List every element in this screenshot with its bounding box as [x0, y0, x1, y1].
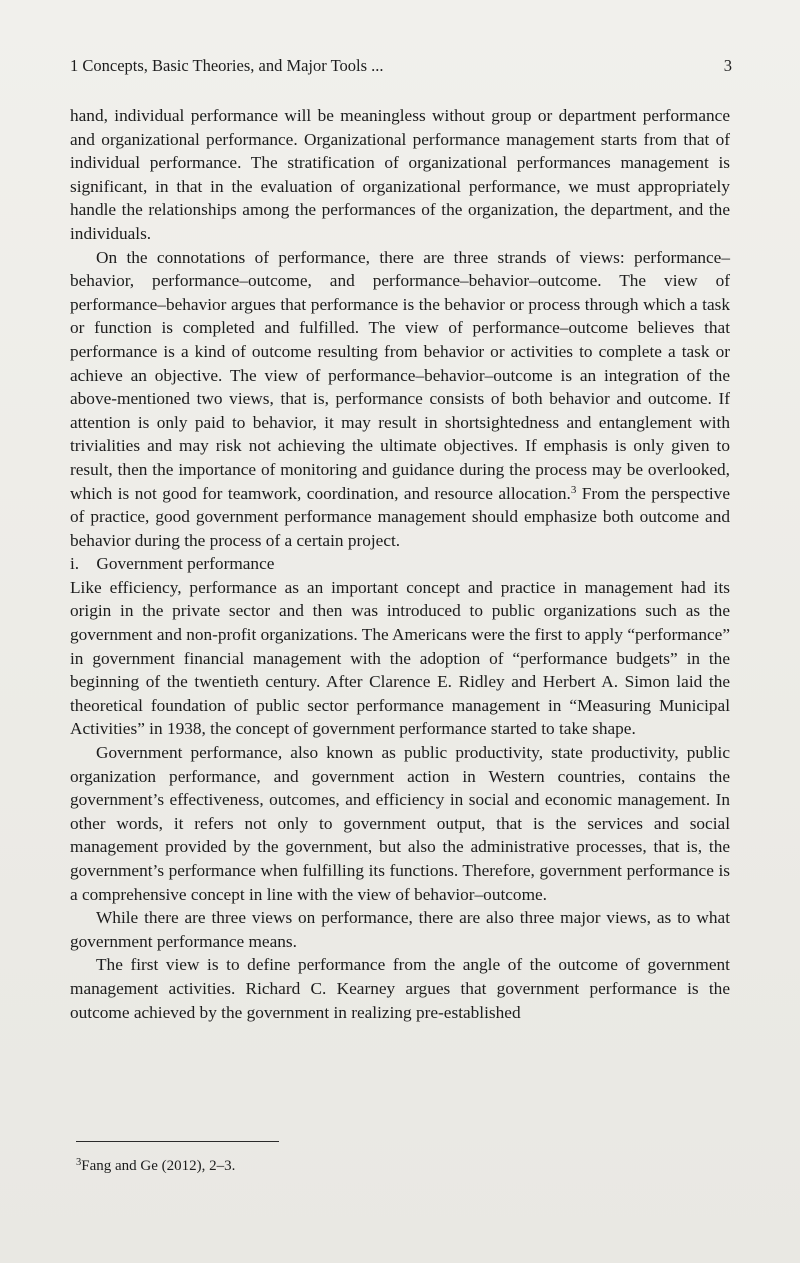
paragraph-3: Like efficiency, performance as an important concept and practice in management had its origin in the private sector and then was introduced to public organizations such as the government and non-profit organizations. The Americans were the first to apply “performance” in government financial management with the adoption of “performance budgets” in the beginning of the twentieth century. After Clarence E. Ridley and Herbert A. Simon laid the theoretical foundation of public sector performance management in “Measuring Municipal Activities” in 1938, the concept of government performance started to take shape.: [70, 577, 730, 739]
paragraph-4: Government performance, also known as public productivity, state productivity, public organization performance, and government action in Western countries, contains the government’s effectiveness, outcomes, and efficiency in social and economic management. In other words, it refers not only to government output, that is the services and social management provided by the government, but also the administrative processes, that is, the government’s performance when fulfilling its functions. Therefore, government performance is a comprehensive concept in line with the view of behavior–outcome.: [70, 743, 730, 904]
paragraph-2: On the connotations of performance, there are three strands of views: performance–behavior, performance–outcome, and performance–behavior–outcome. The view of performance–behavior argues that performance is the behavior or process through which a task or function is completed and fulfilled. The view of performance–outcome believes that performance is a kind of outcome resulting from behavior or activities to complete a task or achieve an objective. The view of performance–behavior–outcome is an integration of the above-mentioned two views, that is, performance consists of both behavior and outcome. If attention is only paid to behavior, it may result in shortsightedness and entanglement with trivialities and may risk not achieving the ultimate objectives. If emphasis is only given to result, then the importance of monitoring and guidance during the process may be overlooked, which is not good for teamwork, coordination, and resource allocation.$^3$ From the perspective of practice, good government performance management should emphasize both outcome and behavior during the process of a certain project.: [70, 247, 730, 550]
paragraph-6: The first view is to define performance from the angle of the outcome of government management activities. Richard C. Kearney argues that government performance is the outcome achieved by the government in realizing pre-established: [70, 955, 730, 1022]
page-number: 3: [723, 56, 732, 75]
running-head: [70, 56, 732, 76]
paragraph-1: hand, individual performance will be meaningless without group or department performance and organizational performance. Organizational performance management starts from that of individual performance. The stratification of organizational performances management is significant, in that in the evaluation of organizational performance, we must appropriately handle the relationships among the performances of the organization, the department, and the individuals.: [70, 106, 730, 243]
section-heading: i. Government performance: [70, 554, 275, 574]
paragraph-5: While there are three views on performance, there are also three major views, as to what government performance means.: [70, 908, 730, 951]
footnote: [76, 1156, 235, 1176]
chapter-title: 1 Concepts, Basic Theories, and Major Tools ...: [70, 56, 384, 75]
footnote-ref-3[interactable]: 3: [570, 483, 577, 496]
footnote-text: Fang and Ge (2012), 2–3.: [81, 1158, 236, 1174]
footnote-divider: [76, 1141, 279, 1142]
body-text: [70, 104, 730, 1024]
footnote-marker: 3: [76, 1157, 82, 1168]
